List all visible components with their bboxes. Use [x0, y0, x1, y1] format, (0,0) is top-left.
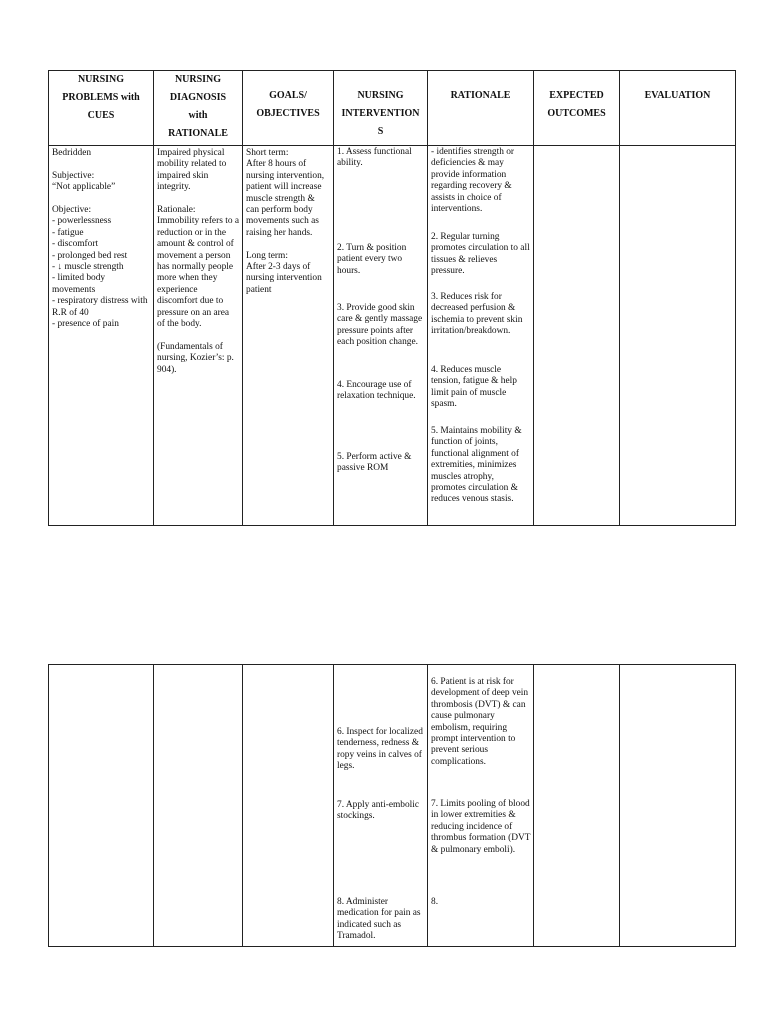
- diagnosis-cell: Impaired physical mobility related to impaired skin integrity. Rationale: Immobility refers to a reduction or in the amount & control of movement a person has normally people more when they experience discomfort due to pressure on an area of the body. (Fundamentals of nursing, Kozier’s: p. 904).: [154, 146, 243, 526]
- rationale-item: 3. Reduces risk for decreased perfusion & ischemia to prevent skin irritation/breakdown.: [431, 292, 523, 337]
- rationale-item: 6. Patient is at risk for development of deep vein thrombosis (DVT) & can cause pulmonary embolism, requiring prompt intervention to prevent serious complications.: [431, 677, 529, 767]
- diagnosis-cell: [154, 665, 243, 947]
- header-evaluation: EVALUATION: [620, 71, 736, 146]
- intervention-item: 4. Encourage use of relaxation technique.: [337, 380, 416, 402]
- care-plan-table-2: [48, 664, 736, 947]
- intervention-item: 1. Assess functional ability.: [337, 147, 412, 169]
- header-rationale: RATIONALE: [428, 71, 534, 146]
- evaluation-cell: [620, 665, 736, 947]
- rationale-cell: [428, 665, 534, 947]
- rationale-item: 5. Maintains mobility & function of joints, functional alignment of extremities, minimizes muscles atrophy, promotes circulation & reduces venous stasis.: [431, 426, 522, 505]
- intervention-item: 7. Apply anti-embolic stockings.: [337, 800, 420, 822]
- header-expected-outcomes: EXPECTED OUTCOMES: [534, 71, 620, 146]
- goals-cell: [243, 665, 334, 947]
- evaluation-cell: [620, 146, 736, 526]
- rationale-item: 4. Reduces muscle tension, fatigue & help limit pain of muscle spasm.: [431, 365, 517, 410]
- interventions-cell: [334, 665, 428, 947]
- header-nursing-problems: NURSING PROBLEMS with CUES: [49, 71, 154, 146]
- rationale-item: 7. Limits pooling of blood in lower extremities & reducing incidence of thrombus formation (DVT & pulmonary emboli).: [431, 799, 531, 855]
- intervention-item: 8. Administer medication for pain as indicated such as Tramadol.: [337, 897, 421, 942]
- rationale-item: 8.: [431, 897, 439, 907]
- intervention-item: 5. Perform active & passive ROM: [337, 452, 412, 474]
- header-goals-objectives: GOALS/ OBJECTIVES: [243, 71, 334, 146]
- cues-cell: Bedridden Subjective: “Not applicable” Objective: - powerlessness - fatigue - discomfort - prolonged bed rest - ↓ muscle strength - limited body movements - respiratory distress with R.R of 40 - presence of pain: [49, 146, 154, 526]
- goals-cell: Short term: After 8 hours of nursing intervention, patient will increase muscle strength & can perform body movements such as raising her hands. Long term: After 2-3 days of nursing intervention patient: [243, 146, 334, 526]
- expected-outcomes-cell: [534, 146, 620, 526]
- expected-outcomes-cell: [534, 665, 620, 947]
- intervention-item: 6. Inspect for localized tenderness, redness & ropy veins in calves of legs.: [337, 727, 423, 772]
- interventions-cell: [334, 146, 428, 526]
- cues-cell: [49, 665, 154, 947]
- intervention-item: 3. Provide good skin care & gently massage pressure points after each position change.: [337, 303, 423, 348]
- header-nursing-interventions: NURSING INTERVENTION S: [334, 71, 428, 146]
- care-plan-table-1: [48, 70, 736, 526]
- rationale-cell: [428, 146, 534, 526]
- rationale-item: 2. Regular turning promotes circulation to all tissues & relieves pressure.: [431, 232, 530, 277]
- rationale-item: - identifies strength or deficiencies & may provide information regarding recovery & assists in choice of interventions.: [431, 147, 515, 215]
- intervention-item: 2. Turn & position patient every two hours.: [337, 243, 407, 276]
- header-nursing-diagnosis: NURSING DIAGNOSIS with RATIONALE: [154, 71, 243, 146]
